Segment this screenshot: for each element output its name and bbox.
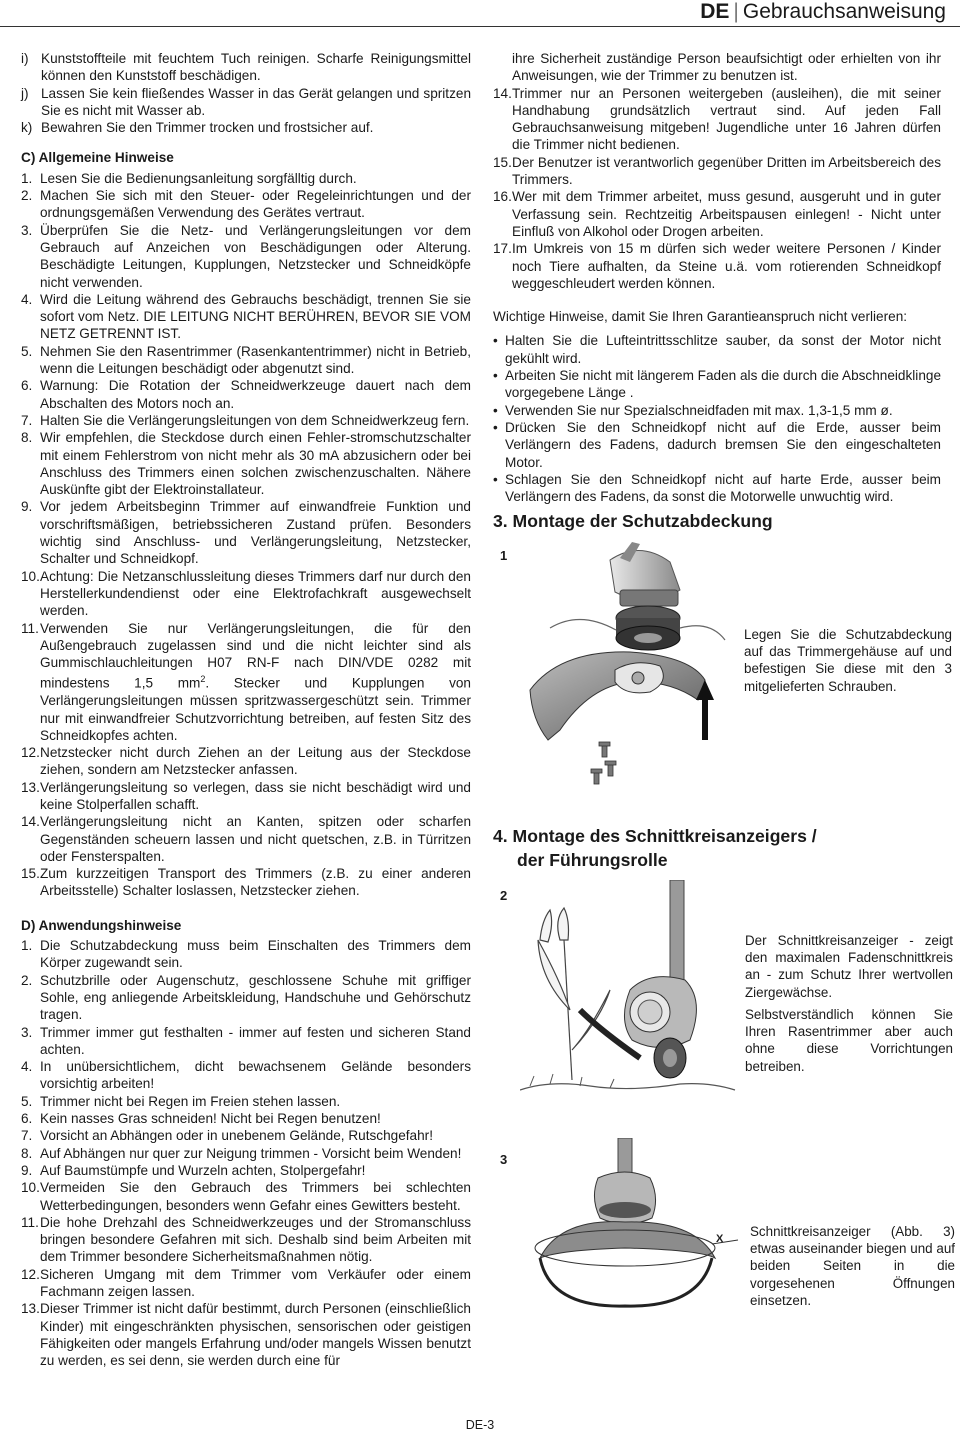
list-item bbox=[21, 119, 471, 136]
list-item-text: Drücken Sie den Schneidkopf nicht auf die Erde, ausser beim Verlängern des Fadens, dadurch bremsen Sie den eingeschalteten Motor. bbox=[505, 419, 941, 470]
list-item bbox=[21, 291, 471, 343]
list-item-marker: 16. bbox=[493, 189, 512, 205]
list-item-text: Schutzbrille oder Augenschutz, geschlossene Schuhe mit griffiger Sohle, eng anliegende Arbeitskleidung, Handschuhe und Gehörschutz tragen. bbox=[40, 972, 471, 1023]
list-item-text: Zum kurzzeitigen Transport des Trimmers (z.B. zu einer anderen Arbeitsstelle) Schalter loslassen, Netzstecker ziehen. bbox=[40, 866, 471, 899]
list-item-text: Der Benutzer ist verantworlich gegenüber Dritten im Arbeitsbereich des Trimmers. bbox=[512, 154, 941, 188]
list-item bbox=[21, 1179, 471, 1214]
list-item bbox=[21, 1093, 471, 1110]
page-header bbox=[0, 0, 960, 27]
list-item-marker: 8. bbox=[21, 1145, 33, 1161]
list-item bbox=[493, 85, 941, 154]
section-d-list bbox=[21, 937, 471, 1369]
list-item-marker: 11. bbox=[21, 620, 39, 636]
figure-3-label: 3 bbox=[500, 1152, 508, 1167]
header-title bbox=[700, 0, 946, 24]
warranty-intro: Wichtige Hinweise, damit Sie Ihren Garantieanspruch nicht verlieren: bbox=[493, 309, 908, 325]
list-item-marker: 8. bbox=[21, 430, 33, 446]
figure-2-caption-b: Selbstverständlich können Sie Ihren Rasentrimmer aber auch ohne diese Vorrichtungen betreiben. bbox=[745, 1007, 953, 1074]
page-number: DE-3 bbox=[465, 1418, 495, 1432]
list-item-marker: 9. bbox=[21, 1162, 33, 1178]
list-item-text: Bewahren Sie den Trimmer trocken und frostsicher auf. bbox=[41, 120, 374, 136]
list-item bbox=[21, 1024, 471, 1059]
list-item bbox=[21, 1266, 471, 1301]
list-item bbox=[21, 1300, 471, 1369]
list-item-marker: 15. bbox=[21, 866, 40, 882]
list-item-text: Wir empfehlen, die Steckdose durch einen Fehler-stromschutzschalter mit einem Fehlerstrom von nicht mehr als 30 mA abzusichern oder bei Anschluss des Trimmers einen solchen zwischenzuschalten. Nähere Auskünfte gibt der Elektroinstallateur. bbox=[40, 430, 471, 498]
list-item-text: Achtung: Die Netzanschlussleitung dieses Trimmers darf nur durch den Herstellerkundendienst oder eine Elektrofachkraft ausgewechselt werden. bbox=[40, 568, 471, 619]
list-item-text: Im Umkreis von 15 m dürfen sich weder weitere Personen / Kinder noch Tiere aufhalten, da Steine u.ä. vom rotierenden Schneidkopf weggeschleudert werden können. bbox=[512, 241, 941, 291]
list-item-marker: 4. bbox=[21, 1059, 33, 1075]
list-item bbox=[21, 343, 471, 378]
list-item-marker: 17. bbox=[493, 241, 512, 257]
figure-2-label: 2 bbox=[500, 888, 508, 903]
section-c-list bbox=[21, 170, 471, 900]
warranty-bullets bbox=[493, 332, 941, 505]
list-item-marker: 1. bbox=[21, 938, 33, 954]
alpha-list bbox=[21, 50, 471, 136]
list-item-text: Schlagen Sie den Schneidkopf nicht auf harte Erde, ausser beim Verlängern des Fadens, da sonst die Motorwelle unwuchtig wird. bbox=[505, 471, 941, 505]
list-item-text: In unübersichtlichem, dicht bewachsenem Gelände besonders vorsichtig arbeiten! bbox=[40, 1059, 471, 1092]
list-item bbox=[21, 50, 471, 85]
list-item-marker: • bbox=[493, 368, 498, 384]
list-item-text: Trimmer nur an Personen weitergeben (ausleihen), die mit seiner Handhabung grundsätzlich vertraut sind. Auf jeden Fall Gebrauchsanweisung mitgeben! Jugendliche unter 16 Jahren dürfen die Trimmer nicht bedienen. bbox=[512, 85, 941, 153]
list-item bbox=[493, 154, 941, 189]
list-item-text-part: . Stecker und Kupplungen von Verlängerungsleitungen müssen spritzwassergeschützt sein. Trimmer nur mit einwandfreier Schutzvorrichtung betreiben, auf festen Sitz des Schneidkopfes achten. bbox=[40, 675, 471, 743]
list-item-text: Lesen Sie die Bedienungsanleitung sorgfälltig durch. bbox=[40, 170, 357, 186]
list-item-marker: 7. bbox=[21, 1128, 33, 1144]
header-language: DE bbox=[700, 0, 730, 23]
list-item bbox=[493, 332, 941, 367]
list-item-text: Die hohe Drehzahl des Schneidwerkzeuges und der Stromanschluss bringen besondere Gefahren mit sich. Deshalb sind beim Arbeiten mit dem Trimmer besondere Sicherheitsmaßnahmen nötig. bbox=[40, 1214, 471, 1265]
list-item-text: Trimmer immer gut festhalten - immer auf festen und sicheren Stand achten. bbox=[40, 1024, 471, 1057]
list-item-text: Lassen Sie kein fließendes Wasser in das Gerät gelangen und spritzen Sie es nicht mit Wasser ab. bbox=[41, 85, 471, 118]
list-item-text: Warnung: Die Rotation der Schneidwerkzeuge dauert nach dem Abschalten des Motors noch an. bbox=[40, 378, 471, 411]
list-item-text: Vorsicht an Abhängen oder in unebenem Gelände, Rutschgefahr! bbox=[40, 1128, 433, 1144]
list-item-text: Arbeiten Sie nicht mit längerem Faden als die durch die Abschneidklinge vorgegebene Länge . bbox=[505, 368, 942, 401]
list-item-marker: • bbox=[493, 333, 498, 349]
list-item-marker: 13. bbox=[21, 779, 40, 795]
list-item bbox=[21, 412, 471, 429]
list-item-marker: 13. bbox=[21, 1301, 40, 1317]
list-item-marker: i) bbox=[21, 51, 29, 66]
list-item bbox=[21, 779, 471, 814]
list-item-text: Kunststoffteile mit feuchtem Tuch reinigen. Scharfe Reinigungsmittel können den Kunststoff beschädigen. bbox=[41, 51, 471, 84]
list-item bbox=[21, 1110, 471, 1127]
figure-1-guard-illustration bbox=[520, 540, 742, 790]
list-item bbox=[493, 188, 941, 240]
list-item bbox=[493, 240, 941, 292]
list-item bbox=[21, 937, 471, 972]
list-item-text: Vor jedem Arbeitsbeginn Trimmer auf einwandfreie Funktion und vorschriftsmäßigen, betriebssicheren Zustand prüfen. Besonders wichtig sind Anschluss- und Verlängerungsleitung, Netzstecker, Schalter und Schneidkopf. bbox=[40, 499, 471, 567]
header-separator: | bbox=[733, 0, 739, 23]
list-item bbox=[493, 471, 941, 506]
list-item-text: Wer mit dem Trimmer arbeitet, muss gesund, ausgeruht und in guter Verfassung sein. Rechtzeitig Arbeitspausen einlegen! - Nicht unter Einfluß von Alkohol oder Drogen arbeiten. bbox=[512, 189, 941, 239]
section-4-title-line2: der Führungsrolle bbox=[517, 850, 668, 870]
list-item-text: Kein nasses Gras schneiden! Nicht bei Regen benutzen! bbox=[40, 1111, 381, 1127]
list-item-marker: 12. bbox=[21, 1266, 40, 1282]
list-item-marker: 10. bbox=[21, 568, 40, 584]
list-item-text: Machen Sie sich mit den Steuer- oder Regeleinrichtungen und der ordnungsgemäßen Verwendung des Gerätes vertraut. bbox=[40, 188, 471, 221]
section-3-title: 3. Montage der Schutzabdeckung bbox=[493, 511, 773, 531]
list-item bbox=[21, 620, 471, 745]
list-item bbox=[21, 1127, 471, 1144]
figure-3-caption: Schnittkreisanzeiger (Abb. 3) etwas auseinander biegen und auf beiden Seiten in die vorgesehenen Öffnungen einsetzen. bbox=[750, 1224, 955, 1308]
list-item-text: Verlängerungsleitung so verlegen, dass sie nicht beschädigt wird und keine Stolperfallen schafft. bbox=[40, 779, 471, 812]
list-item bbox=[21, 813, 471, 865]
list-item-marker: 14. bbox=[493, 85, 512, 101]
continuation-text: ihre Sicherheit zuständige Person beaufsichtigt oder erhielten von ihr Anweisungen, wie der Trimmer zu benutzen ist. bbox=[512, 51, 941, 84]
list-item-marker: • bbox=[493, 402, 498, 418]
list-item-text-part: Verwenden Sie nur Verlängerungsleitungen, die für den Außengebrauch zugelassen sind und die nicht leichter sind als Gummischlauchleitungen H07 RN-F nach DIN/VDE 0282 mit mindestens 1,5 mm bbox=[40, 620, 471, 691]
section-c-heading: C) Allgemeine Hinweise bbox=[21, 150, 174, 166]
list-item-text: Sicheren Umgang mit dem Trimmer vom Verkäufer oder einem Fachmann zeigen lassen. bbox=[40, 1266, 471, 1300]
list-item-marker: 2. bbox=[21, 972, 33, 988]
list-item bbox=[493, 402, 941, 419]
list-item bbox=[21, 568, 471, 620]
list-item-text: Dieser Trimmer ist nicht dafür bestimmt, durch Personen (einschließlich Kinder) mit eingeschränkten physischen, sensorischen oder geistigen Fähigkeiten oder mangels Erfahrung und/oder mangels Wissen benutzt zu werden, es sei denn, sie werden durch eine für bbox=[40, 1301, 471, 1369]
list-item bbox=[493, 419, 941, 471]
list-item-marker: k) bbox=[21, 120, 33, 136]
figure-1-caption: Legen Sie die Schutzabdeckung auf das Trimmergehäuse auf und befestigen Sie diese mit den 3 mitgelieferten Schrauben. bbox=[744, 627, 952, 694]
list-item bbox=[21, 187, 471, 222]
list-item-marker: 5. bbox=[21, 1093, 33, 1109]
list-item-marker: • bbox=[493, 419, 498, 435]
list-item-marker: • bbox=[493, 471, 498, 487]
list-item bbox=[21, 1145, 471, 1162]
list-item-text bbox=[40, 620, 471, 745]
figure-1-label: 1 bbox=[500, 548, 508, 563]
section-d-heading: D) Anwendungshinweise bbox=[21, 917, 182, 933]
section-4-title-line1: 4. Montage des Schnittkreisanzeigers / bbox=[493, 826, 817, 846]
list-item-text: Halten Sie die Lufteintrittsschlitze sauber, da sonst der Motor nicht gekühlt wird. bbox=[505, 333, 941, 366]
list-item-text: Trimmer nicht bei Regen im Freien stehen lassen. bbox=[40, 1093, 341, 1109]
list-item bbox=[21, 377, 471, 412]
list-item-marker: 11. bbox=[21, 1214, 39, 1230]
list-item-marker: 6. bbox=[21, 378, 33, 394]
figure-3-trimmer-illustration bbox=[520, 1138, 740, 1358]
list-item bbox=[21, 865, 471, 900]
right-numbered-list bbox=[493, 85, 941, 293]
list-item-marker: 3. bbox=[21, 1024, 33, 1040]
list-item bbox=[21, 222, 471, 291]
list-item bbox=[21, 1058, 471, 1093]
list-item-marker: 6. bbox=[21, 1111, 33, 1127]
list-item-text: Verwenden Sie nur Spezialschneidfaden mit max. 1,3-1,5 mm ø. bbox=[505, 402, 893, 418]
list-item-text: Überprüfen Sie die Netz- und Verlängerungsleitungen vor dem Gebrauch auf Anzeichen von Beschädigungen oder Alterung. Beschädigte Leitungen, Kupplungen, Netzstecker und Schneidköpfe nicht verwenden. bbox=[40, 222, 471, 290]
list-item-text: Vermeiden Sie den Gebrauch des Trimmers bei schlechten Wetterbedingungen, besonders wenn Gefahr eines Gewitters besteht. bbox=[40, 1180, 471, 1213]
list-item-marker: j) bbox=[21, 85, 29, 101]
superscript: 2 bbox=[200, 674, 206, 685]
list-item-marker: 5. bbox=[21, 343, 33, 359]
list-item-marker: 15. bbox=[493, 154, 512, 170]
figure-2-caption-a: Der Schnittkreisanzeiger - zeigt den maximalen Fadenschnittkreis an - zum Schutz Ihrer wertvollen Ziergewächse. bbox=[745, 933, 953, 1000]
list-item-text: Auf Baumstümpfe und Wurzeln achten, Stolpergefahr! bbox=[40, 1162, 366, 1178]
list-item bbox=[21, 429, 471, 498]
figure-2-trimmer-illustration bbox=[520, 880, 740, 1120]
list-item-marker: 7. bbox=[21, 412, 33, 428]
list-item-text: Auf Abhängen nur quer zur Neigung trimmen - Vorsicht beim Wenden! bbox=[40, 1145, 462, 1161]
list-item bbox=[21, 1162, 471, 1179]
list-item-marker: 14. bbox=[21, 814, 40, 830]
list-item bbox=[21, 972, 471, 1024]
list-item-text: Netzstecker nicht durch Ziehen an der Leitung aus der Steckdose ziehen, sondern am Netzstecker anfassen. bbox=[40, 745, 471, 778]
list-item-text: Die Schutzabdeckung muss beim Einschalten des Trimmers dem Körper zugewandt sein. bbox=[40, 938, 471, 971]
list-item bbox=[21, 170, 471, 187]
list-item-text: Nehmen Sie den Rasentrimmer (Rasenkantentrimmer) nicht in Betrieb, wenn die Leitungen beschädigt oder abgenutzt sind. bbox=[40, 343, 471, 377]
list-item-text: Halten Sie die Verlängerungsleitungen von dem Schneidwerkzeug fern. bbox=[40, 412, 470, 428]
list-item bbox=[493, 367, 941, 402]
list-item-text: Wird die Leitung während des Gebrauchs beschädigt, trennen Sie sie sofort vom Netz. DIE LEITUNG NICHT BERÜHREN, BEVOR SIE VOM NETZ GETRENNT IST. bbox=[40, 291, 471, 342]
list-item-marker: 3. bbox=[21, 222, 33, 238]
list-item-marker: 10. bbox=[21, 1180, 40, 1196]
list-item-marker: 9. bbox=[21, 499, 33, 515]
list-item-text: Verlängerungsleitung nicht an Kanten, spitzen oder scharfen Gegenständen scheuern lassen und nicht quetschen, z.B. in Türritzen oder Fensterspalten. bbox=[40, 814, 471, 864]
left-column bbox=[21, 50, 471, 1370]
header-doc-title: Gebrauchsanweisung bbox=[742, 0, 946, 23]
list-item-marker: 12. bbox=[21, 745, 40, 761]
list-item-marker: 2. bbox=[21, 188, 33, 204]
list-item-marker: 1. bbox=[21, 170, 33, 186]
list-item bbox=[21, 85, 471, 120]
list-item-marker: 4. bbox=[21, 291, 33, 307]
list-item bbox=[21, 498, 471, 567]
figure-3-x-marker: X bbox=[716, 1233, 724, 1245]
right-column bbox=[493, 50, 941, 505]
list-item bbox=[21, 1214, 471, 1266]
list-item bbox=[21, 744, 471, 779]
